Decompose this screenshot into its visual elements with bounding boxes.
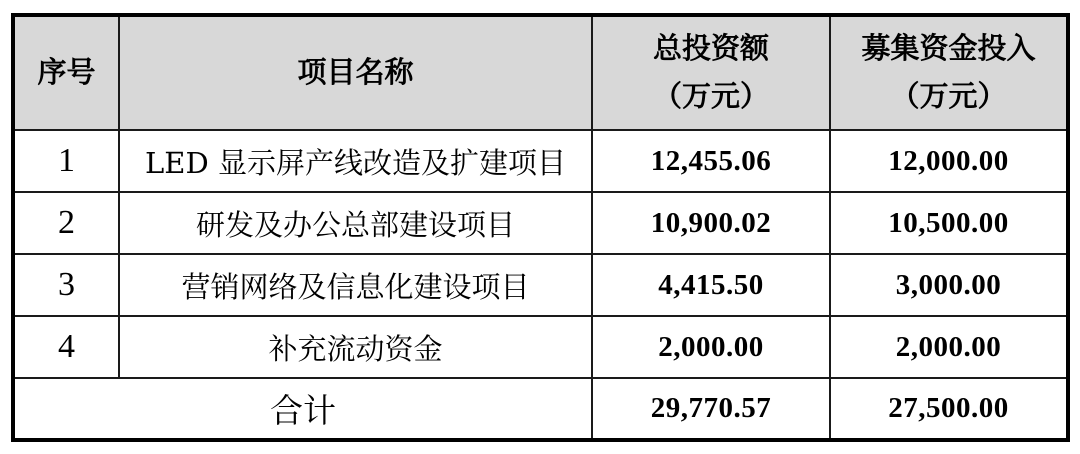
row-serial-number: 3 bbox=[13, 254, 119, 316]
table-row bbox=[13, 254, 1068, 316]
row-total-investment: 2,000.00 bbox=[592, 316, 830, 378]
header-raised-funds bbox=[830, 15, 1068, 130]
row-raised-funds: 3,000.00 bbox=[830, 254, 1068, 316]
total-raised-funds-sum: 27,500.00 bbox=[830, 378, 1068, 440]
row-total-investment: 4,415.50 bbox=[592, 254, 830, 316]
row-project-name: 补充流动资金 bbox=[119, 316, 592, 378]
row-project-name: 营销网络及信息化建设项目 bbox=[119, 254, 592, 316]
row-project-name: LED 显示屏产线改造及扩建项目 bbox=[119, 130, 592, 192]
row-total-investment: 12,455.06 bbox=[592, 130, 830, 192]
table-row bbox=[13, 192, 1068, 254]
row-serial-number: 2 bbox=[13, 192, 119, 254]
total-label: 合计 bbox=[13, 378, 592, 440]
header-serial-number: 序号 bbox=[13, 15, 119, 130]
header-total-investment-line1: 总投资额 bbox=[652, 31, 769, 66]
total-row bbox=[13, 378, 1068, 440]
header-raised-funds-line2: （万元） bbox=[890, 79, 1007, 113]
header-row bbox=[13, 15, 1068, 130]
row-raised-funds: 12,000.00 bbox=[830, 130, 1068, 192]
header-total-investment-line2: （万元） bbox=[652, 79, 769, 113]
table-row bbox=[13, 130, 1068, 192]
row-serial-number: 1 bbox=[13, 130, 119, 192]
table-row bbox=[13, 316, 1068, 378]
header-raised-funds-line1: 募集资金投入 bbox=[861, 31, 1036, 66]
fundraising-projects-table-container bbox=[11, 13, 1070, 442]
header-total-investment bbox=[592, 15, 830, 130]
row-total-investment: 10,900.02 bbox=[592, 192, 830, 254]
row-serial-number: 4 bbox=[13, 316, 119, 378]
total-investment-sum: 29,770.57 bbox=[592, 378, 830, 440]
row-raised-funds: 2,000.00 bbox=[830, 316, 1068, 378]
row-raised-funds: 10,500.00 bbox=[830, 192, 1068, 254]
fundraising-projects-table bbox=[11, 13, 1070, 442]
header-project-name: 项目名称 bbox=[119, 15, 592, 130]
row-project-name: 研发及办公总部建设项目 bbox=[119, 192, 592, 254]
